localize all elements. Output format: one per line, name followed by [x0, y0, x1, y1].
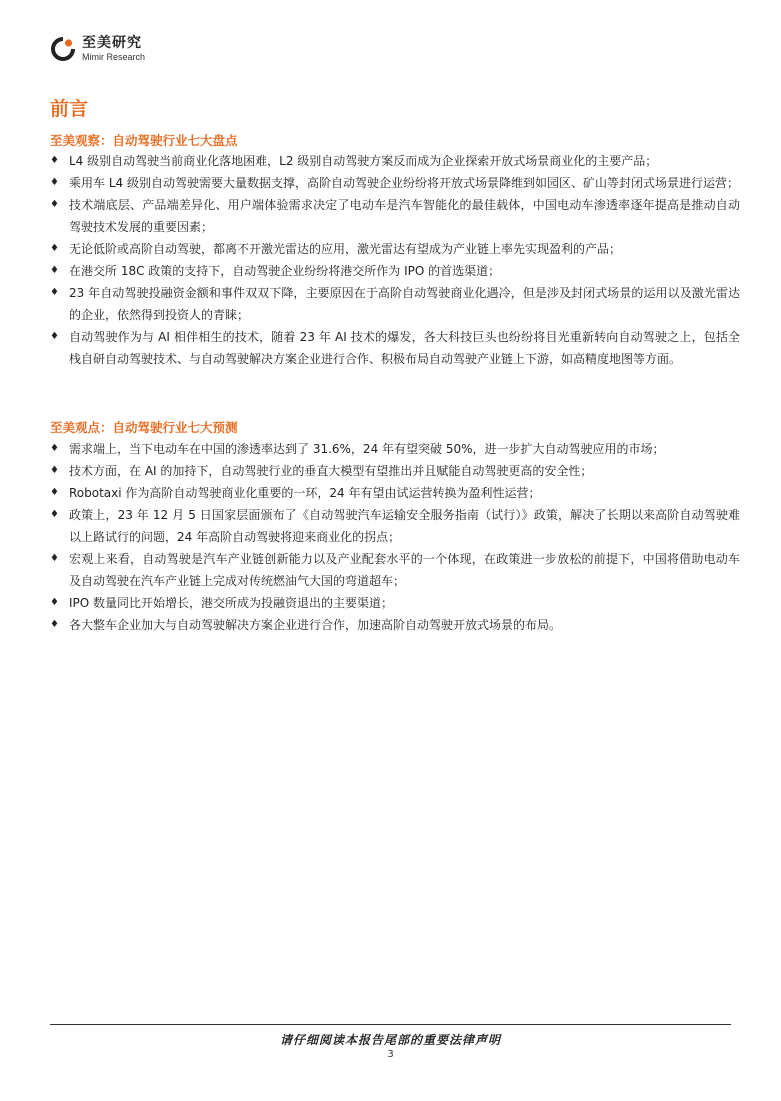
list-item: [50, 548, 740, 592]
diamond-bullet-icon: ♦: [50, 553, 59, 564]
section-heading-predictions: 至美观点：自动驾驶行业七大预测: [50, 420, 238, 435]
diamond-bullet-icon: ♦: [50, 287, 59, 298]
diamond-bullet-icon: ♦: [50, 155, 59, 166]
list-item: [50, 504, 740, 548]
section-heading-observations: 至美观察：自动驾驶行业七大盘点: [50, 133, 238, 148]
footer-divider: [50, 1024, 731, 1025]
list-item-text: 需求端上，当下电动车在中国的渗透率达到了 31.6%，24 年有望突破 50%，进一步扩大自动驾驶应用的市场；: [69, 442, 665, 456]
predictions-list: [50, 438, 740, 636]
list-item: [50, 326, 740, 370]
list-item-text: 23 年自动驾驶投融资金额和事件双双下降，主要原因在于高阶自动驾驶商业化遇冷，但是涉及封闭式场景的运用以及激光雷达的企业，依然得到投资人的青睐；: [69, 286, 740, 322]
list-item: [50, 238, 740, 260]
list-item: [50, 194, 740, 238]
list-item-text: 无论低阶或高阶自动驾驶，都离不开激光雷达的应用，激光雷达有望成为产业链上率先实现盈利的产品；: [69, 242, 622, 256]
diamond-bullet-icon: ♦: [50, 509, 59, 520]
list-item: [50, 282, 740, 326]
list-item-text: 乘用车 L4 级别自动驾驶需要大量数据支撑，高阶自动驾驶企业纷纷将开放式场景降维到如园区、矿山等封闭式场景进行运营；: [69, 176, 739, 190]
diamond-bullet-icon: ♦: [50, 597, 59, 608]
list-item: [50, 482, 740, 504]
diamond-bullet-icon: ♦: [50, 443, 59, 454]
list-item-text: 各大整车企业加大与自动驾驶解决方案企业进行合作，加速高阶自动驾驶开放式场景的布局。: [69, 618, 562, 632]
list-item: [50, 172, 740, 194]
list-item-text: Robotaxi 作为高阶自动驾驶商业化重要的一环，24 年有望由试运营转换为盈利性运营；: [69, 486, 541, 500]
list-item: [50, 614, 740, 636]
observations-list: [50, 150, 740, 370]
list-item: [50, 438, 740, 460]
diamond-bullet-icon: ♦: [50, 487, 59, 498]
list-item: [50, 460, 740, 482]
diamond-bullet-icon: ♦: [50, 199, 59, 210]
page-title: 前言: [50, 98, 89, 120]
brand-name-cn: 至美研究: [82, 35, 142, 51]
list-item-text: 技术端底层、产品端差异化、用户端体验需求决定了电动车是汽车智能化的最佳载体，中国电动车渗透率逐年提高是推动自动驾驶技术发展的重要因素；: [69, 198, 740, 234]
list-item-text: 政策上，23 年 12 月 5 日国家层面颁布了《自动驾驶汽车运输安全服务指南（试行）》政策，解决了长期以来高阶自动驾驶难以上路试行的问题，24 年高阶自动驾驶将迎来商业化的拐点；: [69, 508, 740, 544]
page-number: 3: [387, 1049, 394, 1060]
diamond-bullet-icon: ♦: [50, 177, 59, 188]
diamond-bullet-icon: ♦: [50, 331, 59, 342]
diamond-bullet-icon: ♦: [50, 243, 59, 254]
brand-logo: [50, 36, 145, 62]
diamond-bullet-icon: ♦: [50, 265, 59, 276]
list-item-text: 自动驾驶作为与 AI 相伴相生的技术，随着 23 年 AI 技术的爆发，各大科技巨头也纷纷将目光重新转向自动驾驶之上，包括全栈自研自动驾驶技术、与自动驾驶解决方案企业进行合作、积极布局自动驾驶产业链上下游，如高精度地图等方面。: [69, 330, 740, 366]
list-item-text: L4 级别自动驾驶当前商业化落地困难，L2 级别自动驾驶方案反而成为企业探索开放式场景商业化的主要产品；: [69, 154, 658, 168]
list-item: [50, 150, 740, 172]
list-item-text: 技术方面，在 AI 的加持下，自动驾驶行业的垂直大模型有望推出并且赋能自动驾驶更高的安全性；: [69, 464, 593, 478]
diamond-bullet-icon: ♦: [50, 619, 59, 630]
mimir-logo-icon: [50, 36, 76, 62]
list-item-text: 宏观上来看，自动驾驶是汽车产业链创新能力以及产业配套水平的一个体现，在政策进一步放松的前提下，中国将借助电动车及自动驾驶在汽车产业链上完成对传统燃油气大国的弯道超车；: [69, 552, 740, 588]
list-item: [50, 592, 740, 614]
diamond-bullet-icon: ♦: [50, 465, 59, 476]
brand-name-en: Mimir Research: [82, 52, 146, 62]
list-item-text: IPO 数量同比开始增长，港交所成为投融资退出的主要渠道；: [69, 596, 394, 610]
footer-disclaimer: 请仔细阅读本报告尾部的重要法律声明: [279, 1033, 501, 1047]
list-item: [50, 260, 740, 282]
list-item-text: 在港交所 18C 政策的支持下，自动驾驶企业纷纷将港交所作为 IPO 的首选渠道；: [69, 264, 501, 278]
